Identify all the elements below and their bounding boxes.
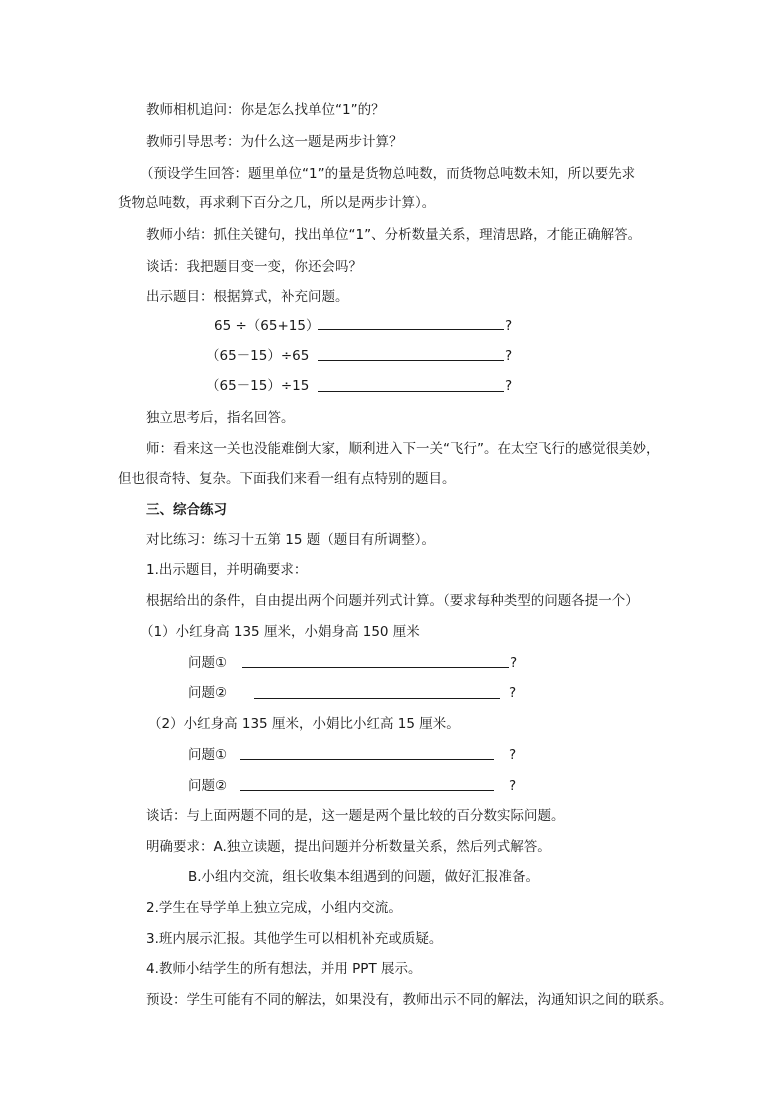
answer-blank-3[interactable] (318, 391, 504, 392)
answer-blank-2[interactable] (318, 360, 504, 361)
group1-question1-qmark: ? (510, 655, 518, 671)
paragraph-preset-line1: （预设学生回答：题里单位“1”的量是货物总吨数，而货物总吨数未知，所以要先求 (140, 166, 636, 182)
paragraph-preset-end: 预设：学生可能有不同的解法，如果没有，教师出示不同的解法，沟通知识之间的联系。 (146, 992, 673, 1008)
paragraph-requirement-a: 明确要求：A.独立读题，提出问题并分析数量关系，然后列式解答。 (146, 839, 551, 855)
formula-1: 65 ÷（65+15） (214, 318, 320, 334)
paragraph-step4: 4.教师小结学生的所有想法，并用 PPT 展示。 (146, 961, 422, 977)
group1-question1-blank[interactable] (242, 667, 509, 668)
paragraph-guide: 教师引导思考：为什么这一题是两步计算？ (146, 134, 403, 150)
paragraph-think: 独立思考后，指名回答。 (146, 410, 295, 426)
paragraph-summary: 教师小结：抓住关键句，找出单位“1”、分析数量关系，理清思路，才能正确解答。 (146, 227, 642, 243)
group1-question1-label: 问题① (188, 655, 228, 671)
paragraph-requirement-b: B.小组内交流，组长收集本组遇到的问题，做好汇报准备。 (188, 869, 540, 885)
paragraph-talk2: 谈话：与上面两题不同的是，这一题是两个量比较的百分数实际问题。 (146, 808, 565, 824)
paragraph-step1: 1.出示题目，并明确要求： (146, 562, 308, 578)
group1-question2-label: 问题② (188, 685, 228, 701)
section-title: 三、综合练习 (146, 502, 227, 518)
group2-question1-label: 问题① (188, 747, 228, 763)
answer-blank-1[interactable] (318, 329, 504, 330)
formula-3: （65－15）÷15 (206, 378, 310, 394)
group1-question2-blank[interactable] (254, 698, 500, 699)
formula-1-qmark: ? (505, 318, 513, 334)
paragraph-compare: 对比练习：练习十五第 15 题（题目有所调整）。 (146, 532, 436, 548)
paragraph-followup: 教师相机追问：你是怎么找单位“1”的？ (146, 102, 385, 118)
paragraph-talk1: 谈话：我把题目变一变，你还会吗？ (146, 259, 362, 275)
formula-2: （65－15）÷65 (206, 348, 310, 364)
formula-2-qmark: ? (505, 348, 513, 364)
paragraph-teacher-line1: 师：看来这一关也没能难倒大家，顺利进入下一关“飞行”。在太空飞行的感觉很美妙， (146, 441, 660, 457)
group2-question1-qmark: ? (509, 747, 517, 763)
paragraph-step2: 2.学生在导学单上独立完成，小组内交流。 (146, 900, 402, 916)
group2-question1-blank[interactable] (240, 759, 494, 760)
group2-question2-blank[interactable] (240, 790, 494, 791)
paragraph-step3: 3.班内展示汇报。其他学生可以相机补充或质疑。 (146, 931, 443, 947)
group2-title: （2）小红身高 135 厘米，小娟比小红高 15 厘米。 (148, 716, 460, 732)
paragraph-show: 出示题目：根据算式，补充问题。 (146, 289, 349, 305)
group2-question2-qmark: ? (509, 778, 517, 794)
group2-question2-label: 问题② (188, 778, 228, 794)
paragraph-teacher-line2: 但也很奇特、复杂。下面我们来看一组有点特别的题目。 (118, 471, 456, 487)
paragraph-preset-line2: 货物总吨数，再求剩下百分之几，所以是两步计算）。 (118, 195, 436, 211)
paragraph-instruction: 根据给出的条件，自由提出两个问题并列式计算。（要求每种类型的问题各提一个） (146, 593, 639, 609)
group1-title: （1）小红身高 135 厘米，小娟身高 150 厘米 (140, 624, 420, 640)
formula-3-qmark: ? (505, 378, 513, 394)
group1-question2-qmark: ? (509, 685, 517, 701)
